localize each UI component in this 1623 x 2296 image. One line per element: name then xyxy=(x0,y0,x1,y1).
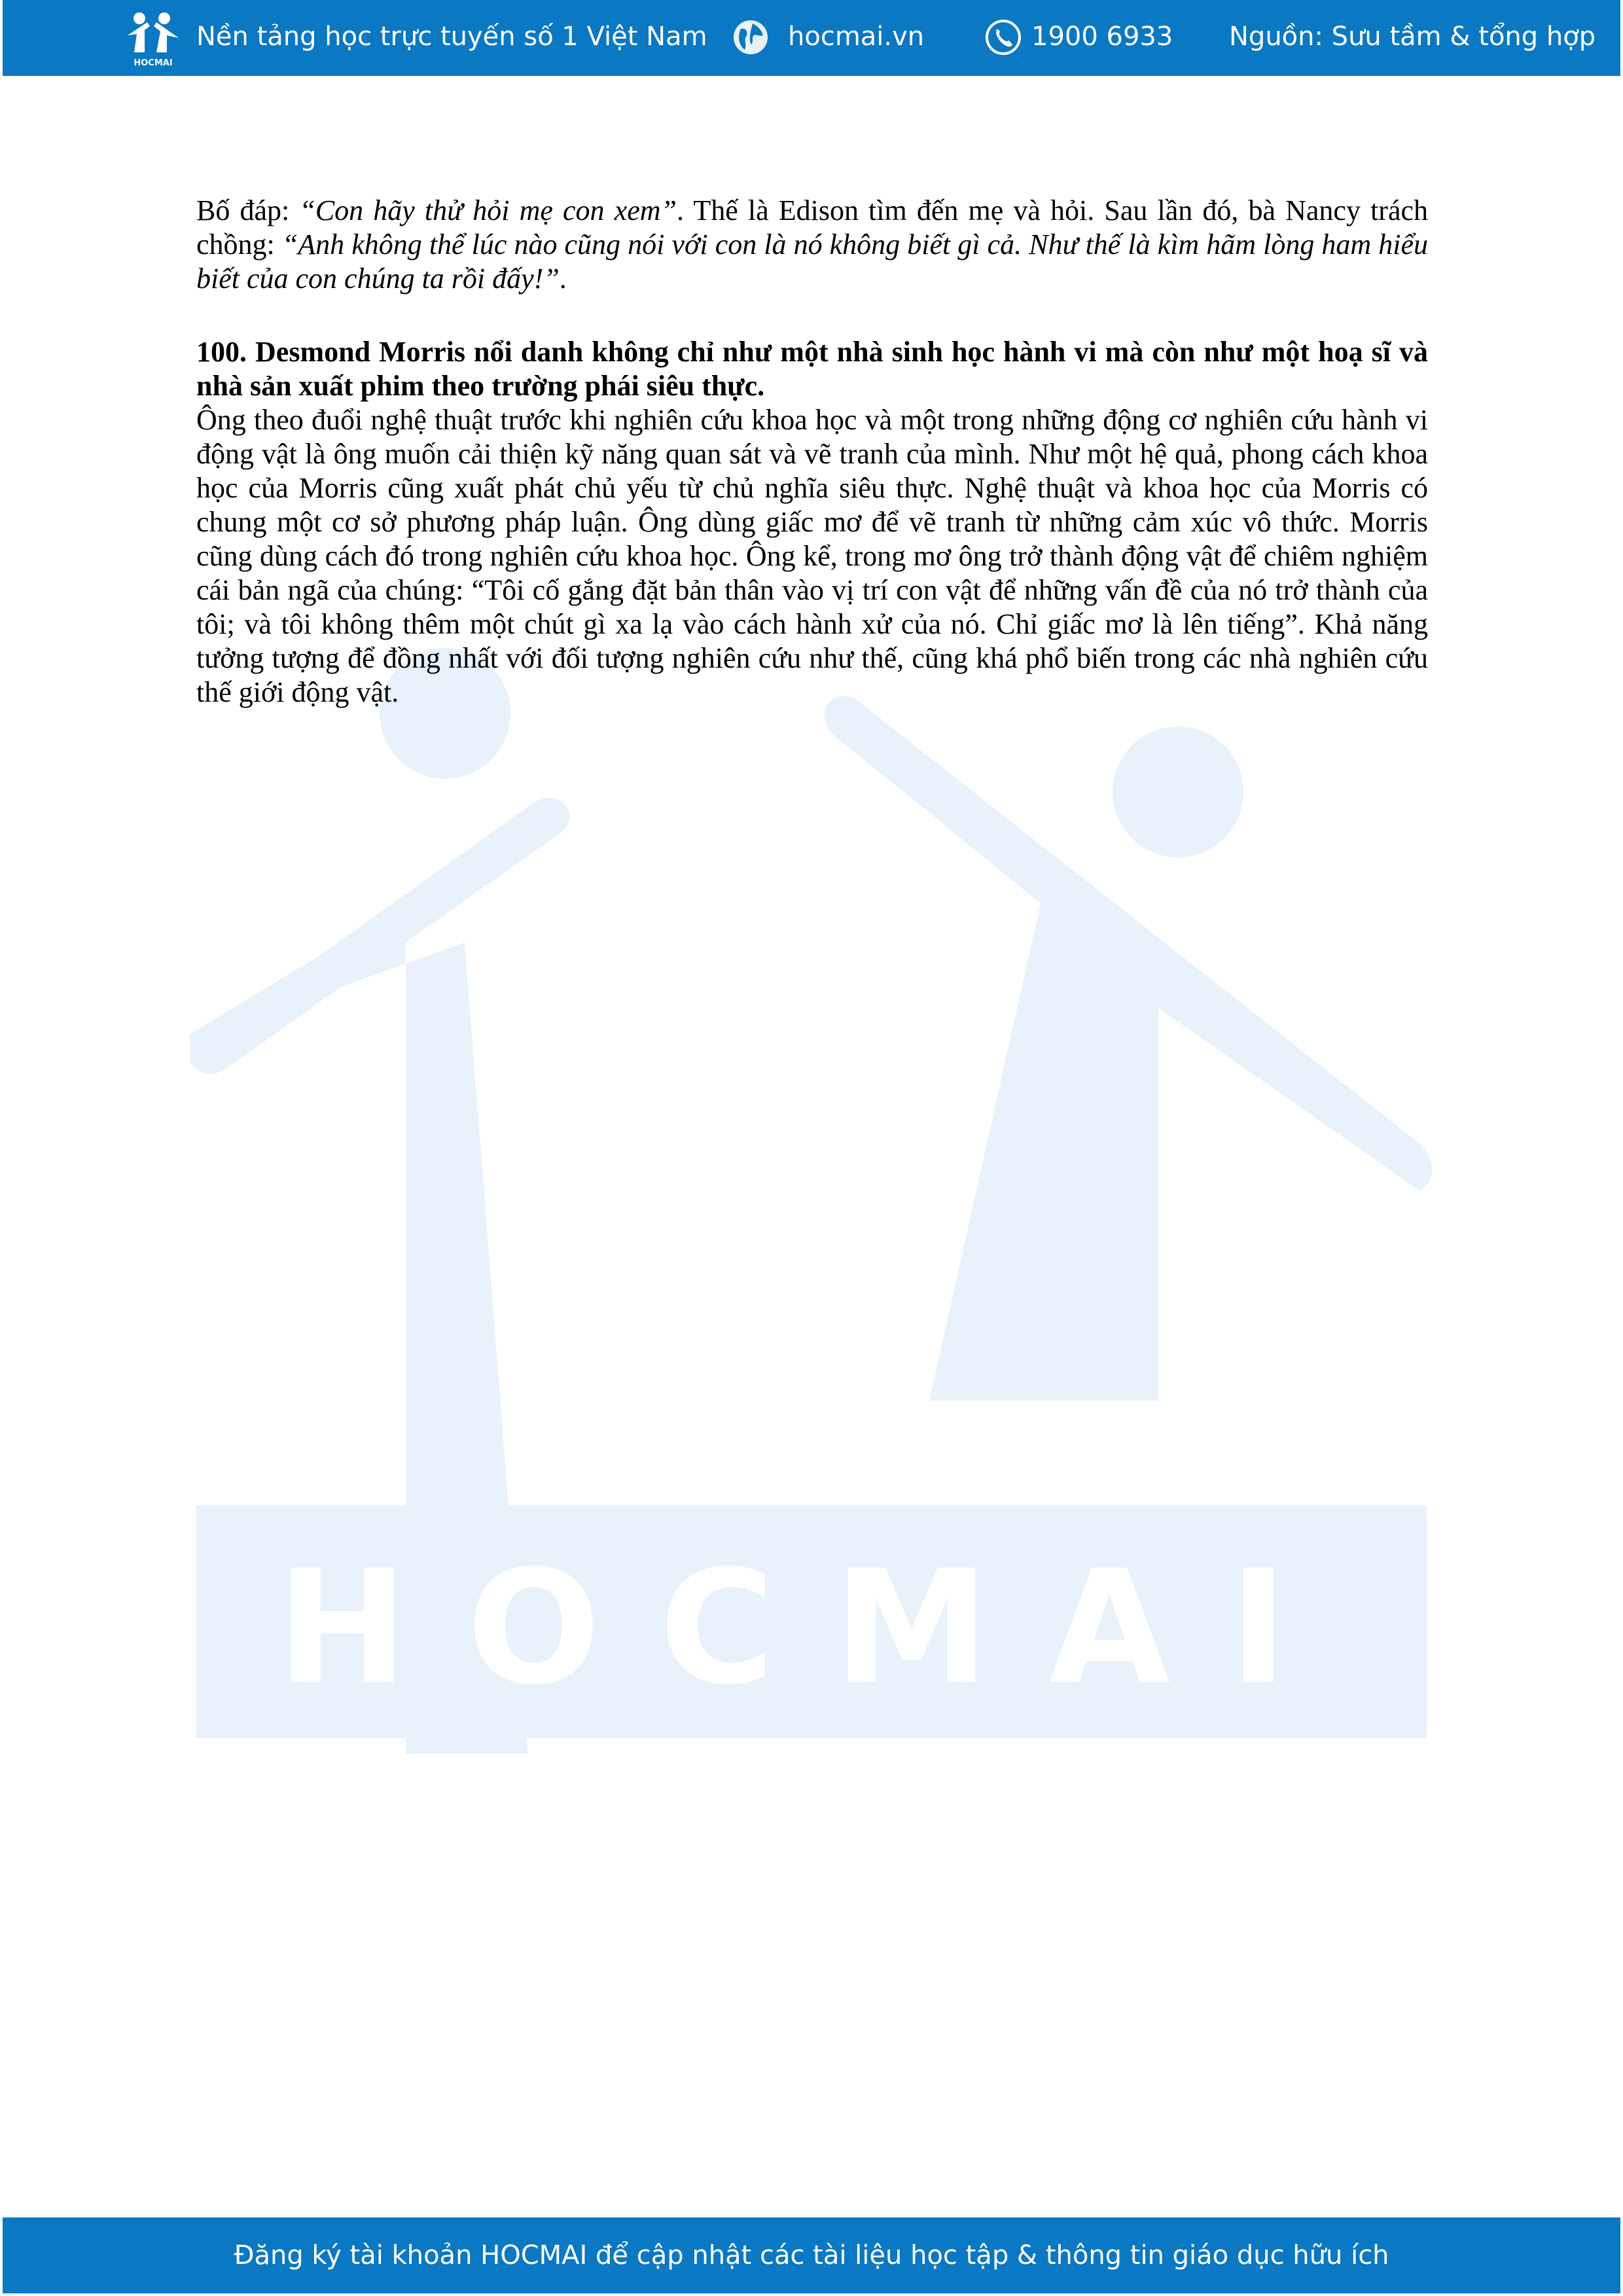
paragraph-morris: Ông theo đuổi nghệ thuật trước khi nghiên cứu khoa học và một trong những động cơ nghiên cứu hành vi động vật là ông muốn cải thiện kỹ năng quan sát và vẽ tranh của mình. Như một hệ quả, phong cách khoa học của Morris cũng xuất phát chủ yếu từ chủ nghĩa siêu thực. Nghệ thuật và khoa học của Morris có chung một cơ sở phương pháp luận. Ông dùng giấc mơ để vẽ tranh từ những cảm xúc vô thức. Morris cũng dùng cách đó trong nghiên cứu khoa học. Ông kể, trong mơ ông trở thành động vật để chiêm nghiệm cái bản ngã của chúng: “Tôi cố gắng đặt bản thân vào vị trí con vật để những vấn đề của nó trở thành của tôi; và tôi không thêm một chút gì xa lạ vào cách hành xử của nó. Chỉ giấc mơ là lên tiếng”. Khả năng tưởng tượng để đồng nhất với đối tượng nghiên cứu như thế, cũng khá phổ biến trong các nhà nghiên cứu thế giới động vật. xyxy=(196,404,1428,708)
document-body xyxy=(196,194,1428,709)
footer-bar xyxy=(3,2217,1620,2293)
para1-middle: . Thế là Edison tìm đến mẹ và hỏi. Sau lần đó, bà Nancy trách chồng: xyxy=(196,194,1429,260)
header-bar xyxy=(3,0,1620,76)
globe-icon xyxy=(732,18,770,56)
header-website[interactable]: hocmai.vn xyxy=(788,22,925,52)
logo-text: HOCMAI xyxy=(134,58,173,68)
footer-text[interactable]: Đăng ký tài khoản HOCMAI để cập nhật các tài liệu học tập & thông tin giáo dục hữu ích xyxy=(234,2240,1389,2270)
question-heading: 100. Desmond Morris nổi danh không chỉ như một nhà sinh học hành vi mà còn như một hoạ sĩ và nhà sản xuất phim theo trường phái siêu thực. xyxy=(196,336,1428,402)
header-tagline: Nền tảng học trực tuyến số 1 Việt Nam xyxy=(196,22,707,52)
hocmai-watermark xyxy=(190,641,1433,1754)
para1-quote-father: “Con hãy thử hỏi mẹ con xem” xyxy=(299,194,677,226)
para1-quote-nancy: “Anh không thể lúc nào cũng nói với con là nó không biết gì cả. Như thế là kìm hãm lòng ham hiểu biết của con chúng ta rồi đấy!” xyxy=(196,228,1428,295)
hocmai-logo-icon[interactable] xyxy=(124,9,183,68)
header-source: Nguồn: Sưu tầm & tổng hợp xyxy=(1229,22,1596,52)
paragraph-gap xyxy=(196,296,1428,335)
para1-lead: Bố đáp: xyxy=(196,194,300,226)
phone-icon xyxy=(984,18,1022,56)
header-phone[interactable]: 1900 6933 xyxy=(1031,22,1173,52)
paragraph-intro xyxy=(196,194,1428,296)
para1-end: . xyxy=(559,262,567,295)
watermark-text: HOCMAI xyxy=(276,1536,1347,1719)
